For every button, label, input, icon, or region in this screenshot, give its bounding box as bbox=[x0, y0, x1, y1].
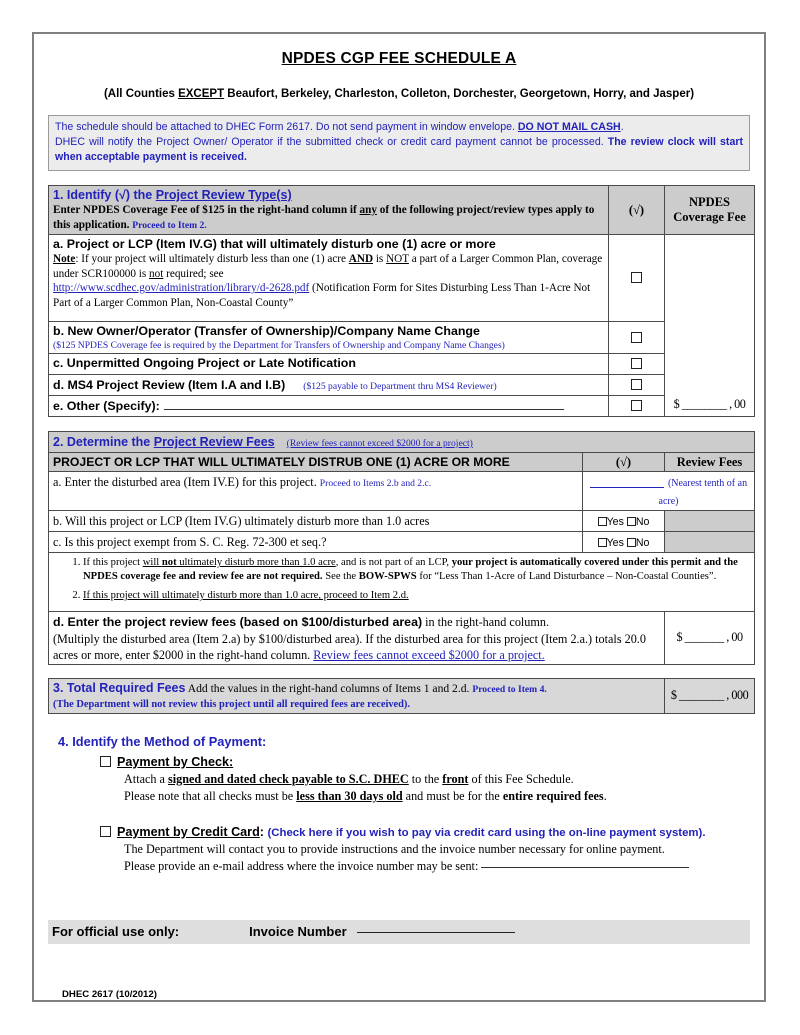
total-fee-input[interactable]: $ ________ , 000 bbox=[670, 688, 749, 703]
section-1-table bbox=[48, 185, 755, 417]
payment-by-check-head bbox=[100, 755, 750, 769]
note-1: : If your project will ultimately disturb less than one (1) acre bbox=[75, 253, 349, 265]
notice-2a: DHEC will notify the Project Owner/ Operator if the submitted check or credit card payment cannot be processed. bbox=[55, 136, 608, 148]
table-row bbox=[49, 396, 755, 417]
checkbox-row-b[interactable] bbox=[631, 332, 642, 343]
subtitle-post: Beaufort, Berkeley, Charleston, Colleton, Dorchester, Georgetown, Horry, and Jasper) bbox=[224, 88, 695, 100]
sub1-bold: your project is automatically covered under this permit and the NPDES coverage fee and review fee are not required. bbox=[83, 557, 738, 583]
section-1-row-e-cell bbox=[49, 396, 609, 417]
row-2d-link[interactable]: Review fees cannot exceed $2000 for a project. bbox=[313, 647, 545, 662]
row-2b-text: b. Will this project or LCP (Item IV.G) ultimately disturb more than 1.0 acres bbox=[53, 514, 430, 528]
table-row bbox=[49, 611, 755, 664]
section-2-subheader: PROJECT OR LCP THAT WILL ULTIMATELY DISTRUB ONE (1) ACRE OR MORE bbox=[53, 455, 510, 469]
official-use-bar bbox=[48, 920, 750, 944]
sub2-text: If this project will ultimately disturb more than 1.0 acre, proceed to Item 2.d. bbox=[83, 590, 409, 602]
note-5: (Notification Form for Sites Disturbing Less Than 1-Acre Not Part of a Larger Common Plan, Non-Coastal County” bbox=[53, 282, 591, 309]
official-use-label: For official use only: bbox=[52, 924, 180, 940]
section-1-row-e-checkbox-cell[interactable] bbox=[609, 396, 665, 417]
section-2-row-c-yesno-cell[interactable] bbox=[583, 532, 665, 553]
row-e-title: e. Other (Specify): bbox=[53, 399, 160, 413]
notice-1c: . bbox=[620, 121, 624, 133]
s1-proceed-link[interactable]: Proceed to Item 2. bbox=[132, 219, 207, 231]
sub1-d: See the bbox=[322, 571, 359, 583]
s1-heading-mid: ) the bbox=[125, 188, 156, 202]
sublist-item-1 bbox=[83, 556, 748, 584]
notice-line-1 bbox=[55, 120, 743, 135]
section-4 bbox=[58, 734, 750, 876]
payment-by-credit-head bbox=[100, 825, 750, 839]
sub1-not: not bbox=[161, 557, 177, 568]
section-1-heading-cell bbox=[49, 186, 609, 235]
check-2e: . bbox=[603, 789, 607, 804]
sub1-b: ultimately disturb more than 1.0 acre bbox=[176, 557, 336, 568]
s2-heading-num: 2. Determine the bbox=[53, 435, 154, 449]
invoice-number-input[interactable] bbox=[357, 931, 515, 933]
d-2628-link[interactable]: http://www.scdhec.gov/administration/library/d-2628.pdf bbox=[53, 282, 310, 295]
row-b-subnote: ($125 NPDES Coverage fee is required by the Department for Transfers of Ownership and Company Name Changes) bbox=[53, 340, 505, 351]
checkbox-row-a[interactable] bbox=[631, 272, 642, 283]
section-1-row-c-cell bbox=[49, 354, 609, 375]
section-3-text-cell bbox=[49, 678, 665, 713]
sub1-c: , and is not part of an LCP, bbox=[335, 557, 452, 568]
credit-line-2-text: Please provide an e-mail address where the invoice number may be sent: bbox=[124, 859, 479, 874]
section-2-heading bbox=[53, 435, 275, 449]
row-a-note bbox=[53, 252, 604, 310]
note-not: NOT bbox=[386, 253, 409, 265]
npdes-fee-input[interactable]: $ ________ , 00 bbox=[673, 397, 746, 411]
section-2-fee-value-cell[interactable] bbox=[665, 611, 755, 664]
section-2-heading-cell bbox=[49, 432, 755, 453]
section-3-note: (The Department will not review this project until all required fees are received). bbox=[53, 698, 410, 710]
review-fee-input[interactable]: $ _______ , 00 bbox=[676, 630, 743, 645]
row-2b-yesno[interactable] bbox=[598, 516, 650, 528]
form-footer: DHEC 2617 (10/2012) bbox=[62, 988, 157, 1000]
section-1-row-a-checkbox-cell[interactable] bbox=[609, 235, 665, 322]
section-2-row-a-cell bbox=[49, 472, 583, 511]
check-line-2 bbox=[124, 788, 750, 806]
section-1-heading bbox=[53, 187, 604, 203]
sub1-a: If this project bbox=[83, 557, 143, 568]
checkbox-payment-by-check[interactable] bbox=[100, 756, 111, 767]
row-a-title: a. Project or LCP (Item IV.G) that will ultimately disturb one (1) acre or more bbox=[53, 237, 496, 251]
section-1-fee-value-cell[interactable] bbox=[665, 235, 755, 417]
check-1d: front bbox=[442, 771, 469, 786]
checkbox-row-e[interactable] bbox=[631, 400, 642, 411]
notice-do-not-mail-cash: DO NOT MAIL CASH bbox=[517, 121, 621, 133]
credit-line-2 bbox=[124, 858, 750, 876]
sublist-item-2 bbox=[83, 589, 748, 603]
check-2c: and must be for the bbox=[402, 789, 503, 804]
section-3-proceed-link[interactable]: Proceed to Item 4. bbox=[472, 683, 547, 695]
payment-block-spacer bbox=[100, 806, 750, 825]
check-1a: Attach a bbox=[124, 771, 168, 786]
check-2b: less than 30 days old bbox=[296, 789, 403, 804]
section-3-title: 3. Total Required Fees bbox=[53, 680, 186, 695]
label-2b-no: No bbox=[635, 516, 650, 528]
payment-by-credit-label: Payment by Credit Card bbox=[117, 824, 260, 839]
checkbox-2c-no[interactable] bbox=[627, 538, 636, 547]
note-not2: not bbox=[149, 267, 164, 280]
fee-header-line1: NPDES bbox=[689, 195, 730, 209]
notice-1a: The schedule should be attached to DHEC Form 2617. Do not send payment in window envelope. bbox=[55, 121, 518, 133]
table-row bbox=[49, 322, 755, 354]
email-address-input[interactable] bbox=[481, 866, 689, 868]
sub1-e: for “Less Than 1-Acre of Land Disturbance – Non-Coastal Counties”. bbox=[416, 571, 717, 583]
row-b-title: b. New Owner/Operator (Transfer of Ownership)/Company Name Change bbox=[53, 324, 480, 338]
note-and: AND bbox=[348, 253, 374, 265]
credit-colon: : bbox=[259, 824, 268, 839]
document-page bbox=[32, 32, 766, 1002]
s2-heading-note: (Review fees cannot exceed $2000 for a project) bbox=[286, 438, 473, 449]
row-2a-proceed[interactable]: Proceed to Items 2.b and 2.c. bbox=[319, 478, 432, 489]
section-3-fee-value-cell[interactable] bbox=[665, 678, 755, 713]
section-1-row-b-cell bbox=[49, 322, 609, 354]
checkmark-icon: √ bbox=[118, 188, 126, 202]
payment-by-check-label: Payment by Check: bbox=[117, 754, 234, 769]
check-1c: to the bbox=[408, 771, 443, 786]
s2-heading-link: Project Review Fees bbox=[153, 435, 275, 449]
checkbox-row-c[interactable] bbox=[631, 358, 642, 369]
payment-by-credit-body bbox=[124, 841, 750, 876]
section-2-row-b-yesno-cell[interactable] bbox=[583, 511, 665, 532]
notice-line-2 bbox=[55, 135, 743, 165]
section-2 bbox=[48, 431, 750, 665]
checkbox-payment-by-credit-card[interactable] bbox=[100, 826, 111, 837]
section-1-row-b-checkbox-cell[interactable] bbox=[609, 322, 665, 354]
section-2-header-row bbox=[49, 432, 755, 453]
s1-instr-b: of the following project/review types apply to this application. bbox=[53, 204, 595, 231]
label-2c-no: No bbox=[635, 537, 650, 549]
checkbox-2b-no[interactable] bbox=[627, 517, 636, 526]
subtitle-pre: (All Counties bbox=[103, 88, 179, 100]
s1-instr-a: Enter NPDES Coverage Fee of $125 in the right-hand column if bbox=[53, 204, 360, 216]
table-row bbox=[49, 678, 755, 713]
section-2-row-b-cell bbox=[49, 511, 583, 532]
row-c-title: c. Unpermitted Ongoing Project or Late Notification bbox=[53, 356, 356, 370]
row-2d-title bbox=[53, 613, 660, 631]
section-2-row-a-input-cell[interactable] bbox=[583, 472, 755, 511]
s1-instr-any: any bbox=[359, 204, 377, 216]
note-label: Note bbox=[53, 253, 76, 265]
acre-hint: (Nearest tenth of an acre) bbox=[658, 478, 748, 507]
check-2a: Please note that all checks must be bbox=[124, 789, 297, 804]
section-3-line-1 bbox=[53, 680, 660, 698]
section-1-row-a-cell bbox=[49, 235, 609, 322]
note-3: a part of a Larger Common Plan, coverage under SCR100000 is bbox=[53, 253, 603, 280]
credit-note: (Check here if you wish to pay via credit card using the on-line payment system). bbox=[267, 826, 706, 839]
sub1-will: will bbox=[142, 557, 162, 568]
page-title: NPDES CGP FEE SCHEDULE A bbox=[281, 50, 517, 67]
row-2c-text: c. Is this project exempt from S. C. Reg. 72-300 et seq.? bbox=[53, 535, 327, 549]
section-2-row-d-cell bbox=[49, 611, 665, 664]
section-3-table bbox=[48, 678, 755, 714]
section-2-subheader-row bbox=[49, 453, 755, 472]
table-row bbox=[49, 235, 755, 322]
row-2a-text: a. Enter the disturbed area (Item IV.E) for this project. bbox=[53, 475, 320, 489]
section-1-check-column-header: (√) bbox=[609, 186, 665, 235]
s1-heading-link: Project Review Type(s) bbox=[155, 188, 292, 202]
section-1-row-d-cell bbox=[49, 375, 609, 396]
notice-review-clock: The review clock will start when acceptable payment is received. bbox=[55, 136, 743, 163]
section-2-fees-column-header: Review Fees bbox=[665, 453, 755, 472]
label-2c-yes: Yes bbox=[606, 537, 624, 549]
section-2-check-column-header: (√) bbox=[583, 453, 665, 472]
section-1-fee-column-header bbox=[665, 186, 755, 235]
invoice-number-label: Invoice Number bbox=[249, 924, 347, 940]
check-line-1 bbox=[124, 771, 750, 789]
section-2-subheader-cell bbox=[49, 453, 583, 472]
subtitle-except: EXCEPT bbox=[178, 88, 225, 100]
section-2-row-b-fee-cell bbox=[665, 511, 755, 532]
section-4-title: 4. Identify the Method of Payment: bbox=[58, 733, 267, 749]
sub1-bow: BOW-SPWS bbox=[358, 571, 417, 583]
other-specify-input[interactable] bbox=[164, 408, 564, 410]
page-subtitle bbox=[44, 88, 754, 100]
checkbox-2c-yes[interactable] bbox=[598, 538, 607, 547]
s1-heading-num: 1. Identify ( bbox=[53, 188, 119, 202]
row-2d-body bbox=[53, 631, 660, 663]
credit-line-1: The Department will contact you to provide instructions and the invoice number necessary for online payment. bbox=[124, 841, 665, 856]
section-2-sublist-row bbox=[49, 553, 755, 612]
table-row bbox=[49, 532, 755, 553]
row-d-title: d. MS4 Project Review (Item I.A and I.B) bbox=[53, 378, 286, 392]
note-4: required; see bbox=[163, 267, 224, 280]
section-1-header-row bbox=[49, 186, 755, 235]
payment-by-check-block bbox=[100, 755, 750, 876]
check-1b: signed and dated check payable to S.C. DHEC bbox=[168, 771, 409, 786]
table-row bbox=[49, 354, 755, 375]
table-row bbox=[49, 511, 755, 532]
checkbox-row-d[interactable] bbox=[631, 379, 642, 390]
check-2d: entire required fees bbox=[502, 789, 604, 804]
label-2b-yes: Yes bbox=[606, 516, 624, 528]
row-2d-body-text: (Multiply the disturbed area (Item 2.a) by $100/disturbed area). If the disturbed area for this project (Item 2.a.) totals 20.0 acres or more, enter $2000 in the right-hand column. bbox=[53, 631, 646, 662]
section-1 bbox=[48, 185, 750, 417]
row-d-subnote: ($125 payable to Department thru MS4 Reviewer) bbox=[303, 381, 497, 392]
section-2-row-c-cell bbox=[49, 532, 583, 553]
section-2-row-c-fee-cell bbox=[665, 532, 755, 553]
checkbox-2b-yes[interactable] bbox=[598, 517, 607, 526]
table-row bbox=[49, 375, 755, 396]
notice-box bbox=[48, 115, 750, 171]
section-2-table bbox=[48, 431, 755, 665]
row-2d-title-a: d. Enter the project review fees (based on $100/disturbed area) bbox=[53, 614, 423, 629]
row-2c-yesno[interactable] bbox=[598, 537, 650, 549]
check-1e: of this Fee Schedule. bbox=[468, 771, 574, 786]
section-1-instruction bbox=[53, 203, 604, 233]
section-3 bbox=[48, 678, 750, 714]
disturbed-area-input[interactable] bbox=[590, 476, 664, 488]
section-1-row-c-checkbox-cell[interactable] bbox=[609, 354, 665, 375]
table-row bbox=[49, 472, 755, 511]
row-2d-title-b: in the right-hand column. bbox=[422, 614, 550, 629]
payment-by-check-body bbox=[124, 771, 750, 806]
fee-header-line2: Coverage Fee bbox=[673, 210, 746, 224]
note-2: is bbox=[373, 253, 387, 265]
section-1-row-d-checkbox-cell[interactable] bbox=[609, 375, 665, 396]
section-3-text: Add the values in the right-hand columns of Items 1 and 2.d. bbox=[185, 681, 473, 695]
section-2-sublist-cell bbox=[49, 553, 755, 612]
